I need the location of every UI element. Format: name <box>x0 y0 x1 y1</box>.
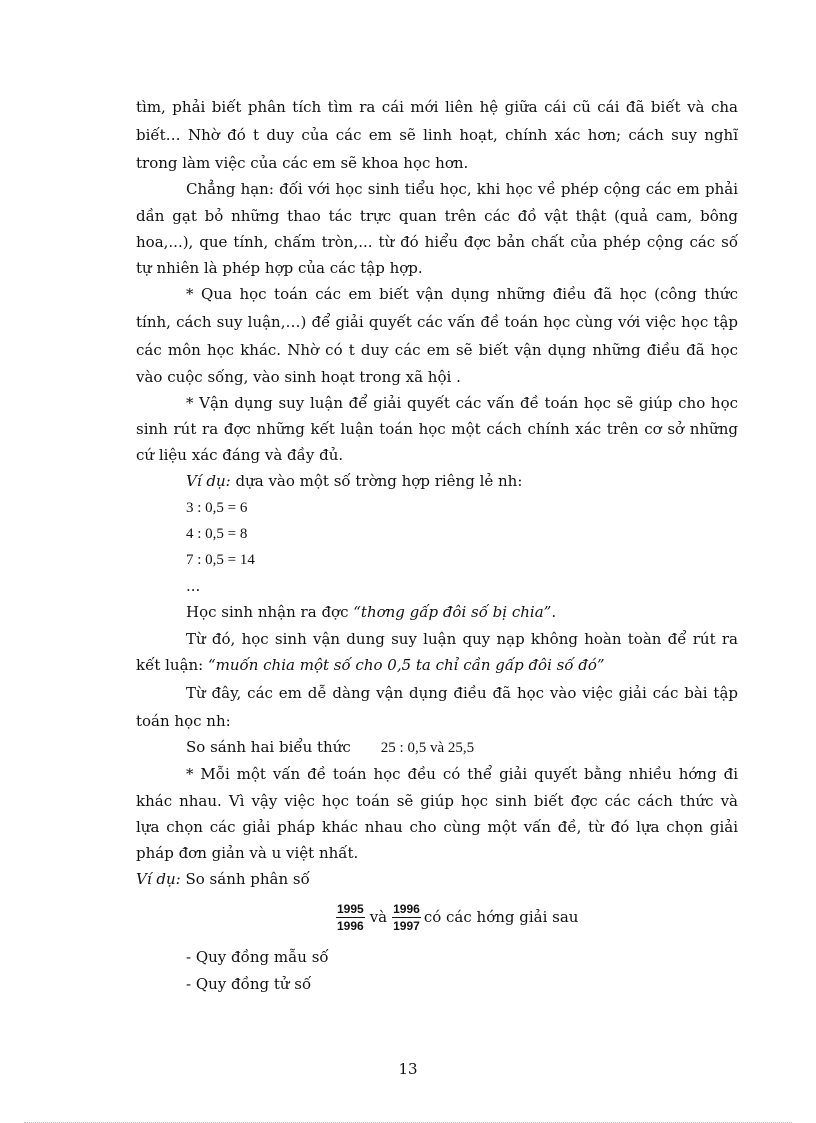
text-line: cứ liệu xác đáng và đầy đủ. <box>136 446 344 465</box>
example-intro <box>136 468 738 494</box>
fraction-1 <box>336 902 365 933</box>
equation: 7 : 0,5 = 14 <box>186 552 255 569</box>
text-line: Từ đó, học sinh vận dung suy luận quy nạp không hoàn toàn để rút ra <box>186 629 738 648</box>
text-line: biết… Nhờ đó t duy của các em sẽ linh hoạt, chính xác hơn; cách suy nghĩ <box>136 126 738 145</box>
example-text: dựa vào một số trờng hợp riêng lẻ nh: <box>230 472 523 491</box>
text-line: dần gạt bỏ những thao tác trực quan trên các đồ vật thật (quả cam, bông <box>136 206 738 225</box>
text-line: Từ đây, các em dễ dàng vận dụng điều đã học vào việc giải các bài tập <box>186 684 738 703</box>
text-line: * Qua học toán các em biết vận dụng những điều đã học (công thức <box>186 285 738 304</box>
example-label: Ví dụ: <box>136 870 181 889</box>
numerator: 1996 <box>393 901 420 916</box>
conclusion-prefix: kết luận: <box>136 655 208 674</box>
comparison <box>136 734 738 761</box>
text-line: pháp đơn giản và u việt nhất. <box>136 844 359 863</box>
example-intro <box>136 866 738 892</box>
observation-prefix: Học sinh nhận ra đợc <box>186 603 354 622</box>
text-line: lựa chọn các giải pháp khác nhau cho cùng một vấn đề, từ đó lựa chọn giải <box>136 817 738 836</box>
fraction-2 <box>392 902 421 933</box>
text-line: các môn học khác. Nhờ có t duy các em sẽ biết vận dụng những điều đã học <box>136 341 738 360</box>
page-content <box>136 94 738 997</box>
and-word: và <box>369 908 388 927</box>
text-line: Chẳng hạn: đối với học sinh tiểu học, khi học về phép cộng các em phải <box>186 180 738 199</box>
ellipsis: ... <box>186 577 201 596</box>
denominator: 1996 <box>337 918 364 933</box>
observation <box>136 599 738 625</box>
text-line: tính, cách suy luận,…) để giải quyết các vấn đề toán học cùng với việc học tập <box>136 313 738 332</box>
page-number: 13 <box>398 1060 418 1078</box>
text-line: toán học nh: <box>136 712 231 731</box>
observation-quote: “thơng gấp đôi số bị chia” <box>353 603 552 622</box>
text-line: khác nhau. Vì vậy việc học toán sẽ giúp học sinh biết đợc các cách thức và <box>136 791 738 810</box>
text-line: hoa,...), que tính, chấm tròn,... từ đó hiểu đợc bản chất của phép cộng các số <box>136 232 738 251</box>
observation-suffix: . <box>551 603 557 622</box>
conclusion-quote: “muốn chia một số cho 0,5 ta chỉ cần gấp đôi số đó” <box>208 655 605 674</box>
conclusion <box>136 652 738 678</box>
method-item: - Quy đồng tử số <box>186 974 312 993</box>
text-line: trong làm việc của các em sẽ khoa học hơn. <box>136 154 469 173</box>
example-label: Ví dụ: <box>186 472 231 491</box>
text-line: sinh rút ra đợc những kết luận toán học một cách chính xác trên cơ sở những <box>136 420 738 439</box>
text-line: tự nhiên là phép hợp của các tập hợp. <box>136 259 423 278</box>
example-text: So sánh phân số <box>180 870 310 889</box>
comparison-expression: 25 : 0,5 và 25,5 <box>380 740 475 757</box>
numerator: 1995 <box>337 901 364 916</box>
comparison-text: So sánh hai biểu thức <box>186 738 351 757</box>
fraction-caption: có các hớng giải sau <box>423 908 579 927</box>
method-item: - Quy đồng mẫu số <box>186 948 329 967</box>
equation: 4 : 0,5 = 8 <box>186 525 248 542</box>
text-line: tìm, phải biết phân tích tìm ra cái mới liên hệ giữa cái cũ cái đã biết và cha <box>136 98 738 116</box>
denominator: 1997 <box>393 918 420 933</box>
fraction-comparison <box>136 892 738 942</box>
equation: 3 : 0,5 = 6 <box>186 499 248 516</box>
text-line: * Mỗi một vấn đề toán học đều có thể giải quyết bằng nhiều hớng đi <box>186 765 738 784</box>
text-line: * Vận dụng suy luận để giải quyết các vấn đề toán học sẽ giúp cho học <box>186 393 738 412</box>
text-line: vào cuộc sống, vào sinh hoạt trong xã hội . <box>136 367 461 386</box>
